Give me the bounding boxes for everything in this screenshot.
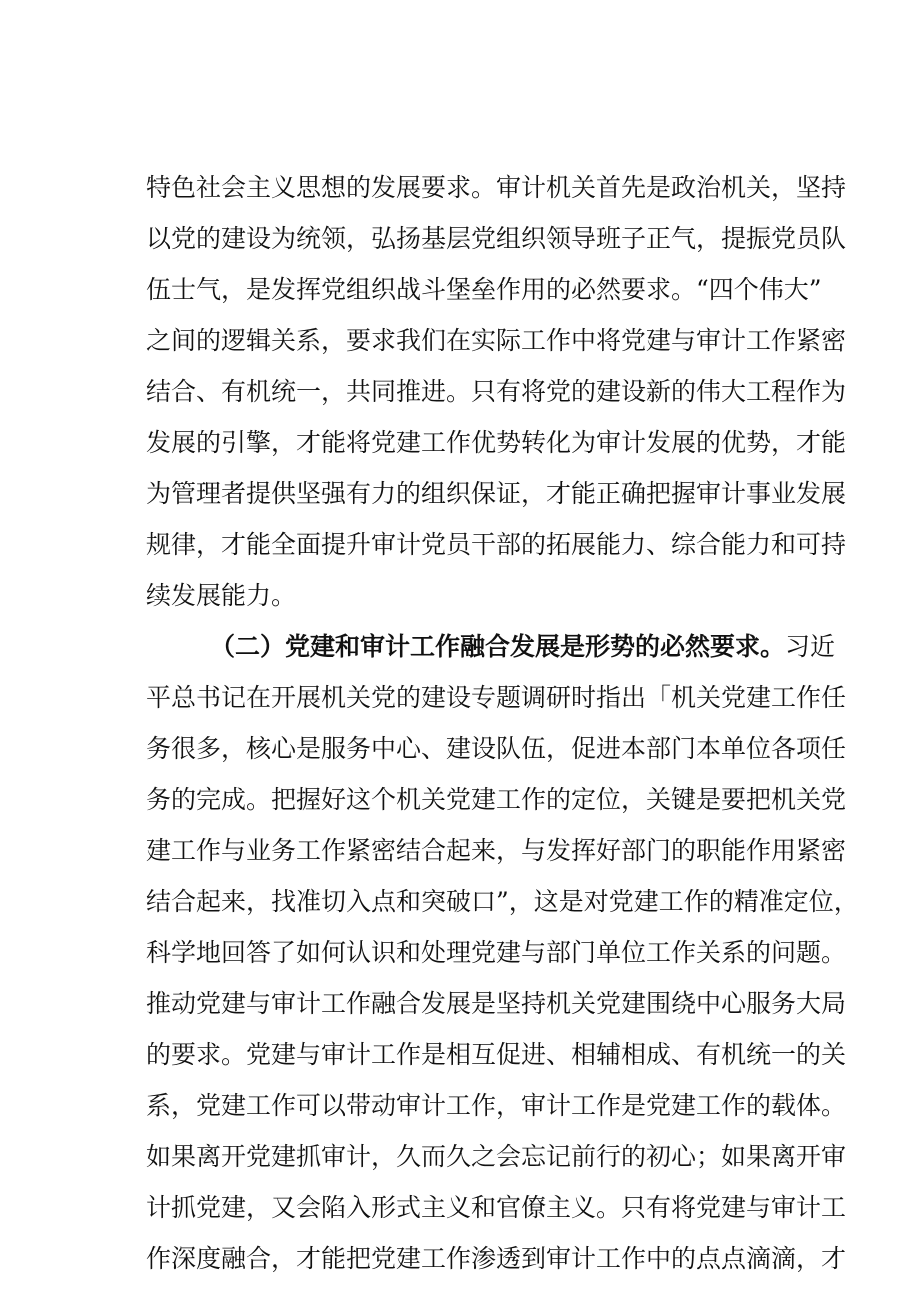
text-line: 科学地回答了如何认识和处理党建与部门单位工作关系的问题。 bbox=[146, 938, 847, 967]
paragraph-2 bbox=[146, 621, 859, 1284]
text-line: 以党的建设为统领，弘扬基层党组织领导班子正气，提振党员队 bbox=[146, 224, 847, 253]
text-line: 务很多，核心是服务中心、建设队伍，促进本部门本单位各项任 bbox=[146, 734, 847, 763]
paragraph-first-line bbox=[146, 621, 836, 672]
text-line: 计抓党建，又会陷入形式主义和官僚主义。只有将党建与审计工 bbox=[146, 1193, 847, 1222]
text-line: 作深度融合，才能把党建工作渗透到审计工作中的点点滴滴，才 bbox=[146, 1244, 847, 1273]
text-line: 平总书记在开展机关党的建设专题调研时指出「机关党建工作任 bbox=[146, 683, 847, 712]
text-line: 续发展能力。 bbox=[146, 581, 297, 610]
text-fragment: 习近 bbox=[785, 632, 836, 661]
text-line: 伍士气，是发挥党组织战斗堡垒作用的必然要求。“四个伟大” bbox=[146, 275, 822, 304]
text-line: 结合起来，找准切入点和突破口”，这是对党建工作的精准定位， bbox=[146, 887, 859, 916]
text-line: 之间的逻辑关系，要求我们在实际工作中将党建与审计工作紧密 bbox=[146, 326, 847, 355]
text-line: 系，党建工作可以带动审计工作，审计工作是党建工作的载体。 bbox=[146, 1091, 847, 1120]
text-line: 的要求。党建与审计工作是相互促进、相辅相成、有机统一的关 bbox=[146, 1040, 847, 1069]
text-line: 如果离开党建抓审计，久而久之会忘记前行的初心；如果离开审 bbox=[146, 1142, 847, 1171]
text-line: 特色社会主义思想的发展要求。审计机关首先是政治机关，坚持 bbox=[146, 173, 847, 202]
section-heading: （二）党建和审计工作融合发展是形势的必然要求。 bbox=[210, 632, 786, 661]
document-body bbox=[146, 162, 859, 1284]
text-line: 为管理者提供坚强有力的组织保证，才能正确把握审计事业发展 bbox=[146, 479, 847, 508]
paragraph-1 bbox=[146, 162, 847, 621]
text-line: 建工作与业务工作紧密结合起来，与发挥好部门的职能作用紧密 bbox=[146, 836, 847, 865]
text-line: 结合、有机统一，共同推进。只有将党的建设新的伟大工程作为 bbox=[146, 377, 847, 406]
text-line: 推动党建与审计工作融合发展是坚持机关党建围绕中心服务大局 bbox=[146, 989, 847, 1018]
text-line: 务的完成。把握好这个机关党建工作的定位，关键是要把机关党 bbox=[146, 785, 847, 814]
text-line: 规律，才能全面提升审计党员干部的拓展能力、综合能力和可持 bbox=[146, 530, 847, 559]
text-line: 发展的引擎，才能将党建工作优势转化为审计发展的优势，才能 bbox=[146, 428, 847, 457]
